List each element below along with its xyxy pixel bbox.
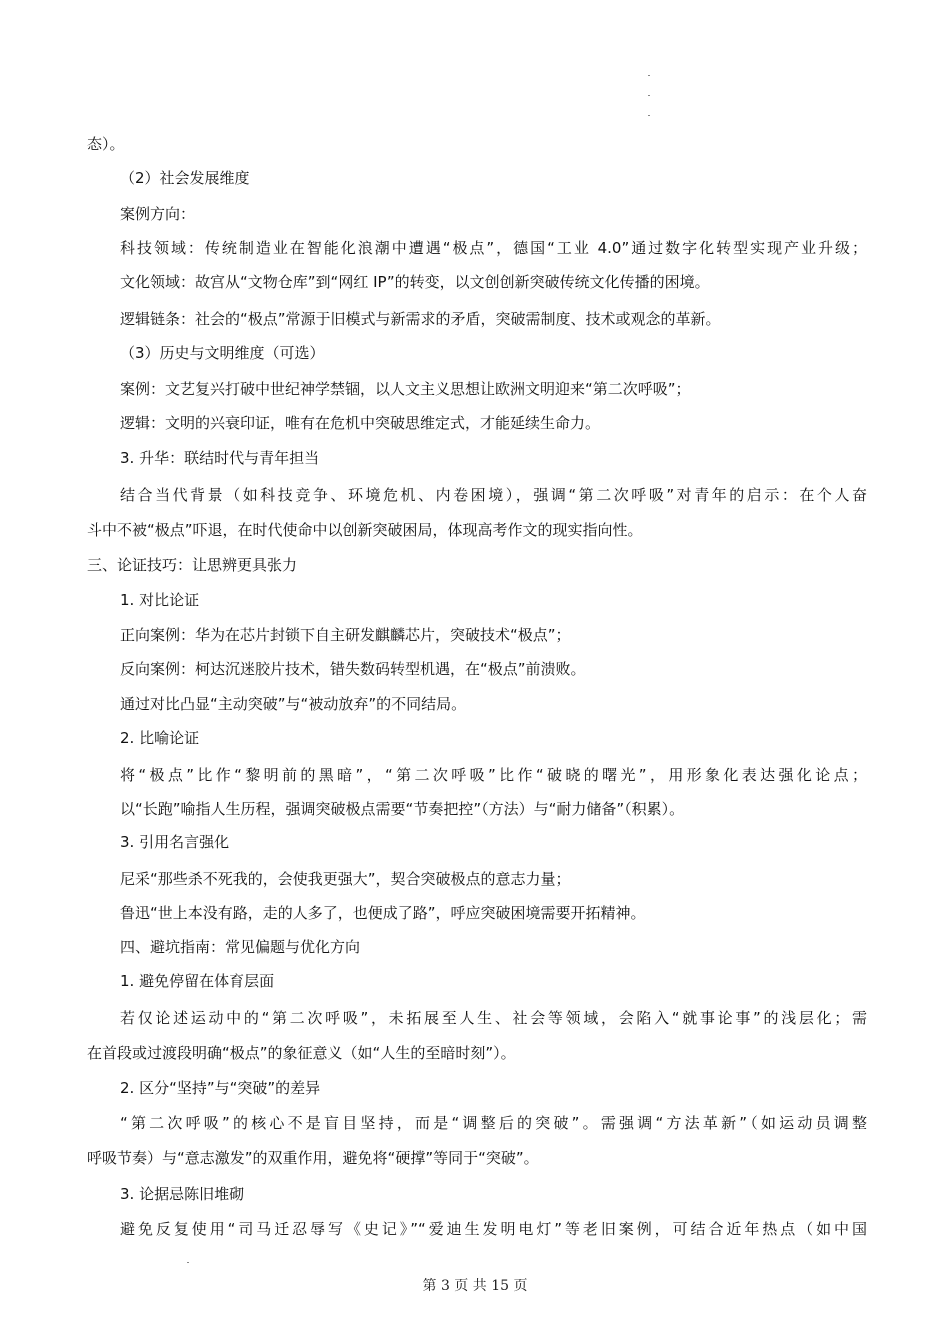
paragraph-line: 尼采“那些杀不死我的，会使我更强大”，契合突破极点的意志力量；: [120, 870, 571, 888]
subsection-heading: 3. 升华：联结时代与青年担当: [120, 449, 320, 467]
paragraph-line: 逻辑链条：社会的“极点”常源于旧模式与新需求的矛盾，突破需制度、技术或观念的革新。: [120, 310, 721, 328]
paragraph-line: 案例：文艺复兴打破中世纪神学禁锢，以人文主义思想让欧洲文明迎来“第二次呼吸”；: [120, 380, 691, 398]
scan-mark: [648, 75, 650, 76]
subsection-heading: 1. 避免停留在体育层面: [120, 972, 275, 990]
paragraph-line: 将“极点”比作“黎明前的黑暗”，“第二次呼吸”比作“破晓的曙光”，用形象化表达强化论点；: [120, 766, 867, 784]
paragraph-line: 文化领域：故宫从“文物仓库”到“网红 IP”的转变，以文创创新突破传统文化传播的困境。: [120, 273, 710, 291]
paragraph-line: 若仅论述运动中的“第二次呼吸”，未拓展至人生、社会等领域，会陷入“就事论事”的浅层化；需: [120, 1009, 867, 1027]
paragraph-line: 案例方向：: [120, 205, 196, 223]
subsection-heading: 1. 对比论证: [120, 591, 200, 609]
paragraph-line: 科技领域：传统制造业在智能化浪潮中遭遇“极点”，德国“工业 4.0”通过数字化转型实现产业升级；: [120, 239, 867, 257]
paragraph-line: “第二次呼吸”的核心不是盲目坚持，而是“调整后的突破”。需强调“方法革新”（如运动员调整: [120, 1114, 867, 1132]
paragraph-line: 鲁迅“世上本没有路，走的人多了，也便成了路”，呼应突破困境需要开拓精神。: [120, 904, 646, 922]
paragraph-line: 反向案例：柯达沉迷胶片技术，错失数码转型机遇，在“极点”前溃败。: [120, 660, 586, 678]
subsection-heading: 2. 区分“坚持”与“突破”的差异: [120, 1079, 321, 1097]
subsection-heading: 3. 引用名言强化: [120, 833, 230, 851]
paragraph-line: 结合当代背景（如科技竞争、环境危机、内卷困境），强调“第二次呼吸”对青年的启示：在个人奋: [120, 486, 867, 504]
subsection-heading: 2. 比喻论证: [120, 729, 200, 747]
scan-mark: [187, 1262, 189, 1263]
paragraph-line: 避免反复使用“司马迁忍辱写《史记》”“爱迪生发明电灯”等老旧案例，可结合近年热点（如中国: [120, 1220, 867, 1238]
paragraph-line: 在首段或过渡段明确“极点”的象征意义（如“人生的至暗时刻”）。: [87, 1044, 516, 1062]
paragraph-line: 斗中不被“极点”吓退，在时代使命中以创新突破困局，体现高考作文的现实指向性。: [87, 521, 643, 539]
paragraph-line: 逻辑：文明的兴衰印证，唯有在危机中突破思维定式，才能延续生命力。: [120, 414, 601, 432]
paragraph-line: 正向案例：华为在芯片封锁下自主研发麒麟芯片，突破技术“极点”；: [120, 626, 571, 644]
paragraph-line: 态）。: [87, 135, 125, 153]
subsection-heading: 3. 论据忌陈旧堆砌: [120, 1185, 245, 1203]
scan-mark: [648, 115, 650, 116]
subsection-heading: （3）历史与文明维度（可选）: [120, 344, 325, 362]
paragraph-line: 以“长跑”喻指人生历程，强调突破极点需要“节奏把控”（方法）与“耐力储备”（积累）。: [120, 800, 685, 818]
subsection-heading: （2）社会发展维度: [120, 169, 250, 187]
page-number-footer: 第 3 页 共 15 页: [422, 1278, 528, 1294]
section-heading: 三、论证技巧：让思辨更具张力: [87, 556, 298, 574]
paragraph-line: 呼吸节奏）与“意志激发”的双重作用，避免将“硬撑”等同于“突破”。: [87, 1149, 539, 1167]
scan-mark: [648, 95, 650, 96]
section-heading: 四、避坑指南：常见偏题与优化方向: [120, 938, 361, 956]
paragraph-line: 通过对比凸显“主动突破”与“被动放弃”的不同结局。: [120, 695, 467, 713]
